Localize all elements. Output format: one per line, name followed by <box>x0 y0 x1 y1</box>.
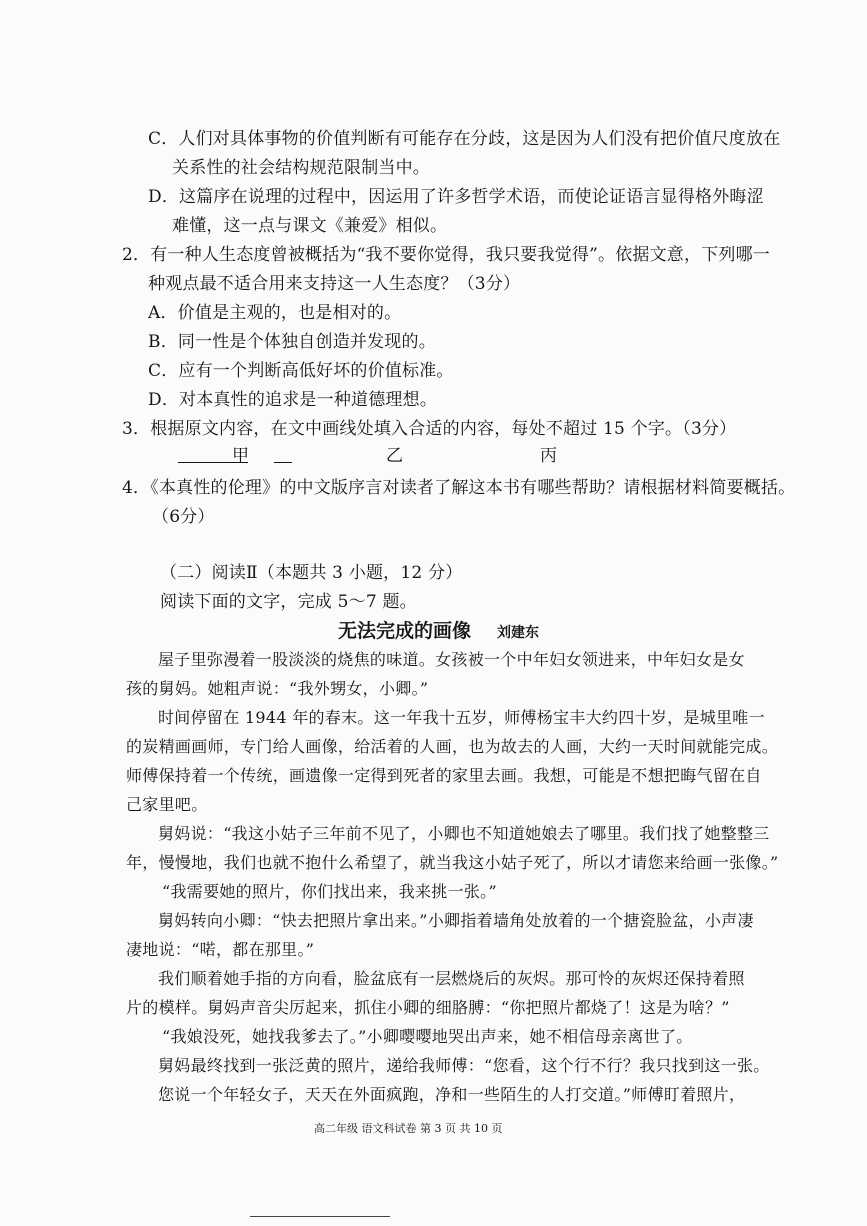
story-line: 年，慢慢地，我们也就不抱什么希望了，就当我这小姑子死了，所以才请您来给画一张像。” <box>126 853 779 872</box>
story-line: 舅妈转向小卿：“快去把照片拿出来。”小卿指着墙角处放着的一个搪瓷脸盆，小声凄 <box>158 911 754 930</box>
story-line: 您说一个年轻女子，天天在外面疯跑，净和一些陌生的人打交道。”师傅盯着照片， <box>158 1085 746 1104</box>
story-author: 刘建东 <box>497 625 540 641</box>
story-line: 师傅保持着一个传统，画遗像一定得到死者的家里去画。我想，可能是不想把晦气留在自 <box>126 766 762 785</box>
story-line: 己家里吧。 <box>126 795 208 814</box>
story-line: 时间停留在 1944 年的春末。这一年我十五岁，师傅杨宝丰大约四十岁，是城里唯一 <box>158 708 765 727</box>
q3-blank-b-label: 乙 <box>386 446 403 466</box>
story-title-row <box>338 616 539 643</box>
page-footer: 高二年级 语文科试卷 第 3 页 共 10 页 <box>314 1122 503 1135</box>
q4-stem-line2: （6分） <box>152 507 215 527</box>
q4-stem-line1: 4．《本真性的伦理》的中文版序言对读者了解这本书有哪些帮助？请根据材料简要概括。 <box>122 478 796 498</box>
bottom-rule <box>250 1216 390 1217</box>
story-line: 孩的舅妈。她粗声说：“我外甥女，小卿。” <box>126 679 429 698</box>
q2-stem-line1: 2．有一种人生态度曾被概括为“我不要你觉得，我只要我觉得”。依据文意，下列哪一 <box>122 245 770 265</box>
q2-stem-line2: 种观点最不适合用来支持这一人生态度？（3分） <box>148 274 521 294</box>
q2-option-d: D．对本真性的追求是一种道德理想。 <box>148 390 438 410</box>
section2-instruction: 阅读下面的文字，完成 5～7 题。 <box>160 592 417 612</box>
story-line: “我需要她的照片，你们找出来，我来挑一张。” <box>162 882 497 901</box>
q3-blank-divider <box>274 462 292 463</box>
q3-blank-c-label: 丙 <box>540 446 557 466</box>
story-line: 舅妈最终找到一张泛黄的照片，递给我师傅：“您看，这个行不行？我只找到这一张。 <box>158 1056 770 1075</box>
story-line: 舅妈说：“我这小姑子三年前不见了，小卿也不知道她娘去了哪里。我们找了她整整三 <box>158 824 770 843</box>
story-line: 的炭精画画师，专门给人画像，给活着的人画，也为故去的人画，大约一天时间就能完成。 <box>126 737 779 756</box>
q2-option-c: C．应有一个判断高低好坏的价值标准。 <box>148 361 454 381</box>
q3-stem: 3．根据原文内容，在文中画线处填入合适的内容，每处不超过 15 个字。（3分） <box>122 419 737 439</box>
q1-option-c-line2: 关系性的社会结构规范限制当中。 <box>172 158 430 178</box>
q3-blank-a-label: 甲 <box>232 446 249 466</box>
story-line: 凄地说：“喏，都在那里。” <box>126 940 315 959</box>
story-title: 无法完成的画像 <box>338 620 472 642</box>
story-line: “我娘没死，她找我爹去了。”小卿嘤嘤地哭出声来，她不相信母亲离世了。 <box>162 1027 693 1046</box>
story-line: 屋子里弥漫着一股淡淡的烧焦的味道。女孩被一个中年妇女领进来，中年妇女是女 <box>158 650 745 669</box>
q2-option-b: B．同一性是个体独自创造并发现的。 <box>148 332 436 352</box>
q1-option-d-line2: 难懂，这一点与课文《兼爱》相似。 <box>172 216 448 236</box>
q1-option-d-line1: D．这篇序在说理的过程中，因运用了许多哲学术语，而使论证语言显得格外晦涩 <box>148 187 764 207</box>
story-line: 我们顺着她手指的方向看，脸盆底有一层燃烧后的灰烬。那可怜的灰烬还保持着照 <box>158 969 745 988</box>
q1-option-c-line1: C．人们对具体事物的价值判断有可能存在分歧，这是因为人们没有把价值尺度放在 <box>148 129 781 149</box>
q2-option-a: A．价值是主观的，也是相对的。 <box>148 303 402 323</box>
story-line: 片的模样。舅妈声音尖厉起来，抓住小卿的细胳膊：“你把照片都烧了！这是为啥？” <box>126 998 730 1017</box>
section2-heading: （二）阅读Ⅱ（本题共 3 小题，12 分） <box>160 563 463 583</box>
